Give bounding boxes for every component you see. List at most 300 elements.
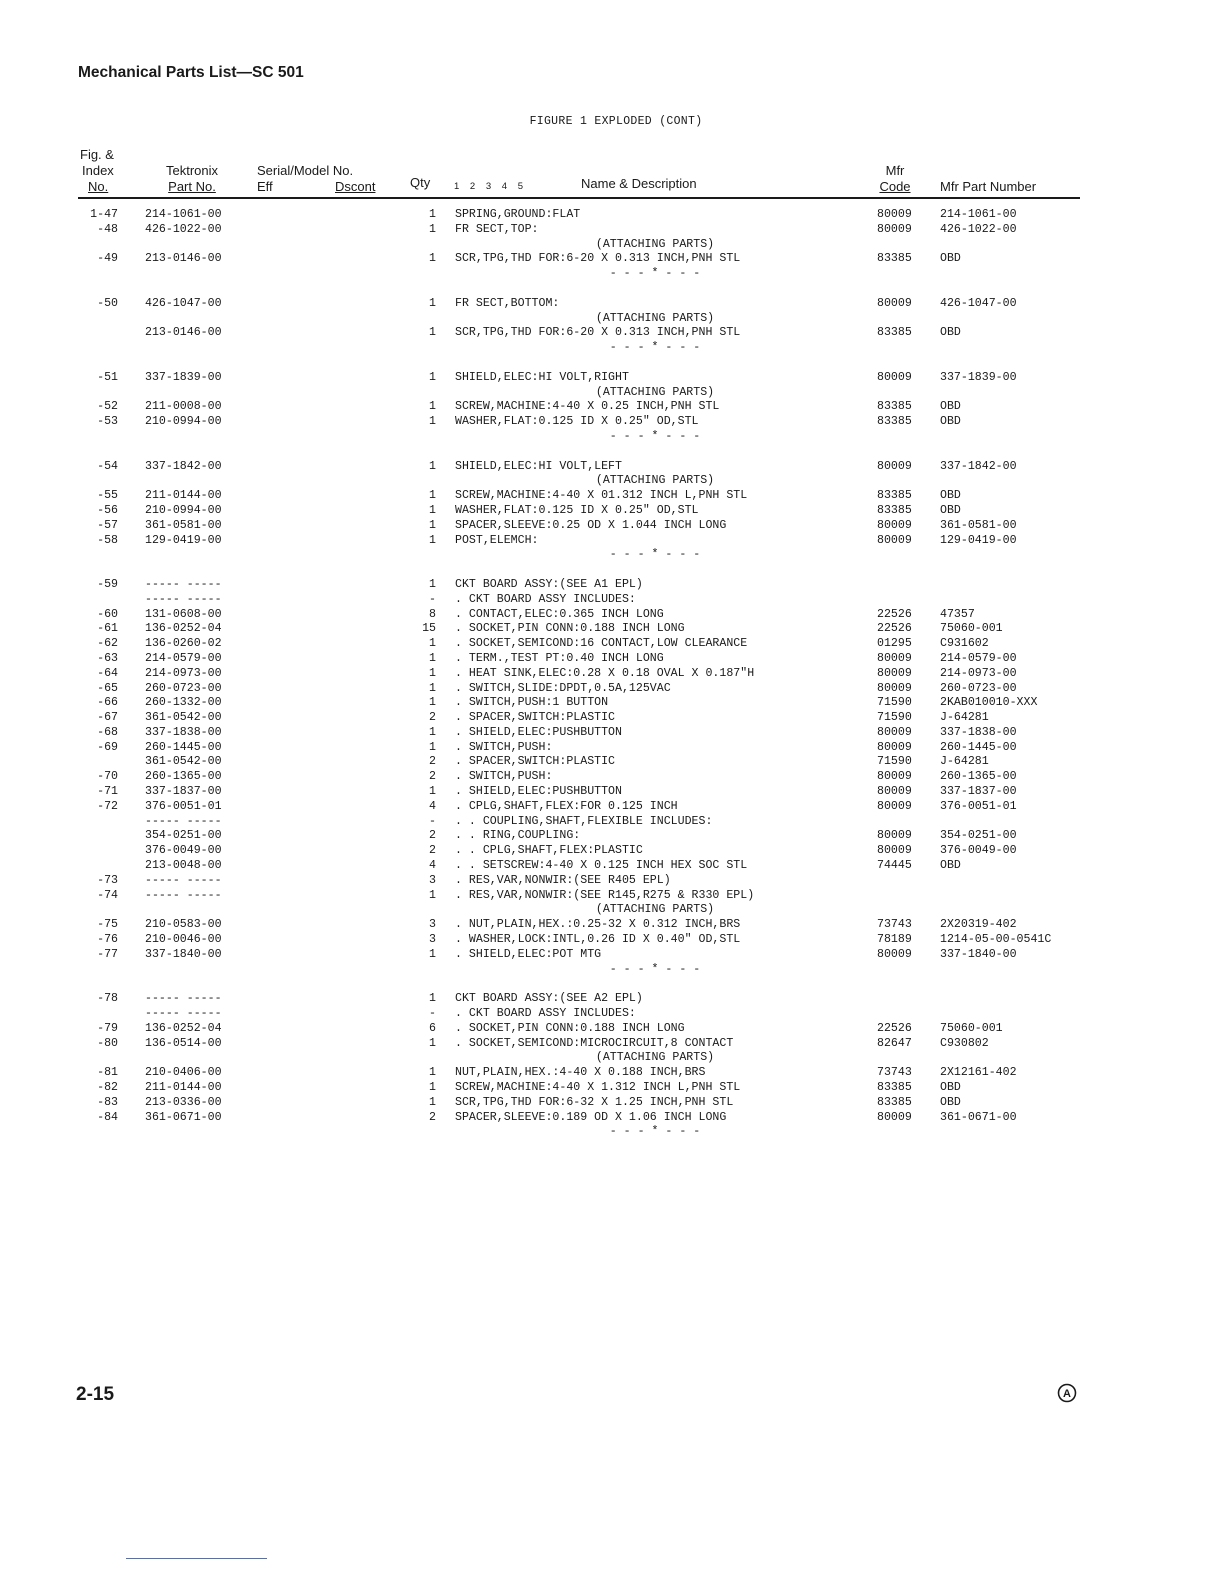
mfr-code-cell: 80009 bbox=[877, 770, 912, 784]
col-head-indent-digits: 1 2 3 4 5 bbox=[454, 181, 527, 192]
tektronix-part-cell: 213-0146-00 bbox=[145, 252, 222, 266]
name-description-cell: . HEAT SINK,ELEC:0.28 X 0.18 OVAL X 0.187"H bbox=[455, 666, 755, 680]
tektronix-part-cell: 210-0583-00 bbox=[145, 918, 222, 932]
fig-index-cell: -76 bbox=[97, 933, 118, 947]
mfr-code-cell: 22526 bbox=[877, 622, 912, 636]
tektronix-part-cell: 354-0251-00 bbox=[145, 829, 222, 843]
separator-text: - - - * - - - bbox=[609, 267, 701, 281]
mfr-code-cell: 78189 bbox=[877, 933, 912, 947]
table-row bbox=[0, 829, 1224, 844]
name-description-cell: SPACER,SLEEVE:0.189 OD X 1.06 INCH LONG bbox=[455, 1110, 727, 1124]
table-row bbox=[0, 415, 1224, 430]
mfr-part-number-cell: 214-0973-00 bbox=[940, 666, 1017, 680]
table-row bbox=[0, 504, 1224, 519]
separator-text: (ATTACHING PARTS) bbox=[595, 474, 715, 488]
tektronix-part-cell: ----- ----- bbox=[145, 1007, 222, 1021]
fig-index-cell: -66 bbox=[97, 696, 118, 710]
mfr-part-number-cell: 47357 bbox=[940, 607, 975, 621]
name-description-cell: . SWITCH,SLIDE:DPDT,0.5A,125VAC bbox=[455, 681, 671, 695]
col-head-tek-line2: Part No. bbox=[168, 179, 216, 194]
tektronix-part-cell: ----- ----- bbox=[145, 592, 222, 606]
fig-index-cell: -72 bbox=[97, 799, 118, 813]
fig-index-cell: -75 bbox=[97, 918, 118, 932]
tektronix-part-cell: 129-0419-00 bbox=[145, 533, 222, 547]
table-row bbox=[0, 519, 1224, 534]
mfr-code-cell: 22526 bbox=[877, 1021, 912, 1035]
table-row bbox=[0, 785, 1224, 800]
qty-cell: 2 bbox=[429, 770, 436, 784]
col-head-name-description: Name & Description bbox=[581, 176, 697, 191]
mfr-part-number-cell: 337-1839-00 bbox=[940, 370, 1017, 384]
table-row bbox=[0, 593, 1224, 608]
fig-index-cell: -63 bbox=[97, 651, 118, 665]
fig-index-cell: -71 bbox=[97, 785, 118, 799]
table-separator-row bbox=[0, 341, 1224, 356]
separator-text: (ATTACHING PARTS) bbox=[595, 311, 715, 325]
fig-index-cell: -74 bbox=[97, 888, 118, 902]
name-description-cell: . RES,VAR,NONWIR:(SEE R405 EPL) bbox=[455, 873, 671, 887]
mfr-code-cell: 80009 bbox=[877, 725, 912, 739]
qty-cell: 1 bbox=[429, 370, 436, 384]
name-description-cell: POST,ELEMCH: bbox=[455, 533, 539, 547]
tektronix-part-cell: 361-0542-00 bbox=[145, 711, 222, 725]
qty-cell: 4 bbox=[429, 799, 436, 813]
table-row bbox=[0, 696, 1224, 711]
table-row bbox=[0, 667, 1224, 682]
page-header-title: Mechanical Parts List—SC 501 bbox=[78, 64, 304, 81]
qty-cell: 1 bbox=[429, 725, 436, 739]
mfr-part-number-cell: 376-0051-01 bbox=[940, 799, 1017, 813]
mfr-code-cell: 80009 bbox=[877, 370, 912, 384]
name-description-cell: SCREW,MACHINE:4-40 X 0.25 INCH,PNH STL bbox=[455, 400, 720, 414]
mfr-code-cell: 80009 bbox=[877, 799, 912, 813]
table-separator-row bbox=[0, 548, 1224, 563]
fig-index-cell: -73 bbox=[97, 873, 118, 887]
table-separator-row bbox=[0, 474, 1224, 489]
mfr-part-number-cell: 337-1842-00 bbox=[940, 459, 1017, 473]
qty-cell: 1 bbox=[429, 489, 436, 503]
fig-index-cell: -57 bbox=[97, 518, 118, 532]
name-description-cell: . . CPLG,SHAFT,FLEX:PLASTIC bbox=[455, 844, 643, 858]
tektronix-part-cell: 361-0581-00 bbox=[145, 518, 222, 532]
mfr-code-cell: 80009 bbox=[877, 296, 912, 310]
qty-cell: 3 bbox=[429, 933, 436, 947]
qty-cell: 15 bbox=[422, 622, 436, 636]
mfr-part-number-cell: OBD bbox=[940, 489, 961, 503]
table-separator-row bbox=[0, 903, 1224, 918]
fig-index-cell: 1-47 bbox=[90, 208, 118, 221]
tektronix-part-cell: 376-0049-00 bbox=[145, 844, 222, 858]
tektronix-part-cell: 211-0144-00 bbox=[145, 1081, 222, 1095]
qty-cell: 1 bbox=[429, 296, 436, 310]
fig-index-cell: -70 bbox=[97, 770, 118, 784]
table-row bbox=[0, 992, 1224, 1007]
tektronix-part-cell: 376-0051-01 bbox=[145, 799, 222, 813]
qty-cell: 1 bbox=[429, 326, 436, 340]
tektronix-part-cell: 337-1837-00 bbox=[145, 785, 222, 799]
qty-cell: 4 bbox=[429, 859, 436, 873]
fig-index-cell: -54 bbox=[97, 459, 118, 473]
name-description-cell: CKT BOARD ASSY:(SEE A1 EPL) bbox=[455, 577, 643, 591]
name-description-cell: . SOCKET,PIN CONN:0.188 INCH LONG bbox=[455, 1021, 685, 1035]
qty-cell: 8 bbox=[429, 607, 436, 621]
qty-cell: - bbox=[429, 592, 436, 606]
tektronix-part-cell: ----- ----- bbox=[145, 888, 222, 902]
mfr-code-cell: 80009 bbox=[877, 222, 912, 236]
qty-cell: 1 bbox=[429, 252, 436, 266]
qty-cell: 2 bbox=[429, 829, 436, 843]
name-description-cell: SPACER,SLEEVE:0.25 OD X 1.044 INCH LONG bbox=[455, 518, 727, 532]
separator-text: - - - * - - - bbox=[609, 548, 701, 562]
mfr-code-cell: 80009 bbox=[877, 651, 912, 665]
qty-cell: 2 bbox=[429, 844, 436, 858]
mfr-part-number-cell: 260-1445-00 bbox=[940, 740, 1017, 754]
qty-cell: 1 bbox=[429, 222, 436, 236]
mfr-part-number-cell: 2KAB010010-XXX bbox=[940, 696, 1038, 710]
name-description-cell: SCR,TPG,THD FOR:6-20 X 0.313 INCH,PNH STL bbox=[455, 326, 741, 340]
mfr-part-number-cell: 337-1837-00 bbox=[940, 785, 1017, 799]
name-description-cell: WASHER,FLAT:0.125 ID X 0.25" OD,STL bbox=[455, 415, 699, 429]
mfr-code-cell: 71590 bbox=[877, 755, 912, 769]
tektronix-part-cell: 337-1839-00 bbox=[145, 370, 222, 384]
fig-index-cell: -67 bbox=[97, 711, 118, 725]
tektronix-part-cell: 211-0144-00 bbox=[145, 489, 222, 503]
qty-cell: 1 bbox=[429, 208, 436, 221]
name-description-cell: NUT,PLAIN,HEX.:4-40 X 0.188 INCH,BRS bbox=[455, 1066, 706, 1080]
table-row bbox=[0, 874, 1224, 889]
mfr-code-cell: 83385 bbox=[877, 503, 912, 517]
tektronix-part-cell: 210-0994-00 bbox=[145, 415, 222, 429]
col-head-serial-title: Serial/Model No. bbox=[257, 163, 354, 178]
col-head-fig-line3: No. bbox=[88, 179, 109, 194]
mfr-part-number-cell: 354-0251-00 bbox=[940, 829, 1017, 843]
tektronix-part-cell: 337-1838-00 bbox=[145, 725, 222, 739]
tektronix-part-cell: 214-0973-00 bbox=[145, 666, 222, 680]
name-description-cell: SCR,TPG,THD FOR:6-20 X 0.313 INCH,PNH STL bbox=[455, 252, 741, 266]
qty-cell: 1 bbox=[429, 681, 436, 695]
table-row bbox=[0, 534, 1224, 549]
fig-index-cell: -79 bbox=[97, 1021, 118, 1035]
tektronix-part-cell: 136-0252-04 bbox=[145, 622, 222, 636]
mfr-part-number-cell: 1214-05-00-0541C bbox=[940, 933, 1052, 947]
table-row bbox=[0, 815, 1224, 830]
tektronix-part-cell: 210-0994-00 bbox=[145, 503, 222, 517]
name-description-cell: . TERM.,TEST PT:0.40 INCH LONG bbox=[455, 651, 664, 665]
revision-a-letter: A bbox=[1063, 1388, 1071, 1400]
table-row bbox=[0, 252, 1224, 267]
col-head-tektronix-part bbox=[150, 163, 234, 195]
qty-cell: 1 bbox=[429, 651, 436, 665]
fig-index-cell: -80 bbox=[97, 1036, 118, 1050]
mfr-part-number-cell: 129-0419-00 bbox=[940, 533, 1017, 547]
fig-index-cell: -55 bbox=[97, 489, 118, 503]
col-head-tek-line1: Tektronix bbox=[165, 163, 219, 178]
col-head-fig-line2: Index bbox=[82, 163, 114, 178]
name-description-cell: . SHIELD,ELEC:PUSHBUTTON bbox=[455, 725, 622, 739]
name-description-cell: SHIELD,ELEC:HI VOLT,LEFT bbox=[455, 459, 622, 473]
mfr-code-cell: 80009 bbox=[877, 681, 912, 695]
mfr-part-number-cell: 260-1365-00 bbox=[940, 770, 1017, 784]
table-row bbox=[0, 1096, 1224, 1111]
mfr-part-number-cell: OBD bbox=[940, 252, 961, 266]
fig-index-cell: -77 bbox=[97, 947, 118, 961]
name-description-cell: . SHIELD,ELEC:PUSHBUTTON bbox=[455, 785, 622, 799]
qty-cell: 1 bbox=[429, 666, 436, 680]
table-row bbox=[0, 755, 1224, 770]
mfr-part-number-cell: 214-0579-00 bbox=[940, 651, 1017, 665]
table-row bbox=[0, 1111, 1224, 1126]
mfr-part-number-cell: 260-0723-00 bbox=[940, 681, 1017, 695]
tektronix-part-cell: 337-1842-00 bbox=[145, 459, 222, 473]
tektronix-part-cell: 426-1047-00 bbox=[145, 296, 222, 310]
mfr-part-number-cell: OBD bbox=[940, 503, 961, 517]
qty-cell: 6 bbox=[429, 1021, 436, 1035]
mfr-part-number-cell: 2X20319-402 bbox=[940, 918, 1017, 932]
fig-index-cell: -50 bbox=[97, 296, 118, 310]
qty-cell: - bbox=[429, 1007, 436, 1021]
qty-cell: 1 bbox=[429, 1081, 436, 1095]
tektronix-part-cell: ----- ----- bbox=[145, 577, 222, 591]
tektronix-part-cell: 260-0723-00 bbox=[145, 681, 222, 695]
table-row bbox=[0, 859, 1224, 874]
name-description-cell: . SWITCH,PUSH:1 BUTTON bbox=[455, 696, 609, 710]
name-description-cell: . SOCKET,SEMICOND:16 CONTACT,LOW CLEARANCE bbox=[455, 637, 748, 651]
col-head-mfr-part-number: Mfr Part Number bbox=[940, 179, 1037, 194]
name-description-cell: . SOCKET,SEMICOND:MICROCIRCUIT,8 CONTACT bbox=[455, 1036, 734, 1050]
qty-cell: 1 bbox=[429, 1036, 436, 1050]
tektronix-part-cell: 214-0579-00 bbox=[145, 651, 222, 665]
tektronix-part-cell: 214-1061-00 bbox=[145, 208, 222, 221]
col-head-serial-dscont: Dscont bbox=[335, 179, 376, 194]
qty-cell: - bbox=[429, 814, 436, 828]
qty-cell: 1 bbox=[429, 1095, 436, 1109]
name-description-cell: WASHER,FLAT:0.125 ID X 0.25" OD,STL bbox=[455, 503, 699, 517]
qty-cell: 1 bbox=[429, 785, 436, 799]
qty-cell: 3 bbox=[429, 873, 436, 887]
separator-text: - - - * - - - bbox=[609, 429, 701, 443]
separator-text: (ATTACHING PARTS) bbox=[595, 1051, 715, 1065]
name-description-cell: . SOCKET,PIN CONN:0.188 INCH LONG bbox=[455, 622, 685, 636]
tektronix-part-cell: 260-1445-00 bbox=[145, 740, 222, 754]
mfr-code-cell: 01295 bbox=[877, 637, 912, 651]
col-head-fig-line1: Fig. & bbox=[80, 147, 114, 162]
fig-index-cell: -49 bbox=[97, 252, 118, 266]
qty-cell: 2 bbox=[429, 755, 436, 769]
table-row bbox=[0, 1066, 1224, 1081]
tektronix-part-cell: 210-0046-00 bbox=[145, 933, 222, 947]
mfr-code-cell: 80009 bbox=[877, 459, 912, 473]
name-description-cell: . CKT BOARD ASSY INCLUDES: bbox=[455, 592, 636, 606]
table-row bbox=[0, 223, 1224, 238]
name-description-cell: FR SECT,TOP: bbox=[455, 222, 539, 236]
table-row bbox=[0, 489, 1224, 504]
table-row bbox=[0, 297, 1224, 312]
separator-text: - - - * - - - bbox=[609, 341, 701, 355]
table-row bbox=[0, 578, 1224, 593]
qty-cell: 1 bbox=[429, 518, 436, 532]
tektronix-part-cell: 213-0336-00 bbox=[145, 1095, 222, 1109]
qty-cell: 1 bbox=[429, 947, 436, 961]
mfr-code-cell: 83385 bbox=[877, 252, 912, 266]
mfr-part-number-cell: 361-0581-00 bbox=[940, 518, 1017, 532]
mfr-part-number-cell: 75060-001 bbox=[940, 622, 1003, 636]
table-row bbox=[0, 726, 1224, 741]
mfr-code-cell: 83385 bbox=[877, 1081, 912, 1095]
table-row bbox=[0, 637, 1224, 652]
name-description-cell: . SHIELD,ELEC:POT MTG bbox=[455, 947, 602, 961]
parts-table-body bbox=[0, 208, 1224, 1140]
header-rule bbox=[78, 197, 1080, 199]
tektronix-part-cell: 213-0048-00 bbox=[145, 859, 222, 873]
qty-cell: 1 bbox=[429, 503, 436, 517]
name-description-cell: SHIELD,ELEC:HI VOLT,RIGHT bbox=[455, 370, 629, 384]
qty-cell: 1 bbox=[429, 992, 436, 1006]
fig-index-cell: -58 bbox=[97, 533, 118, 547]
fig-index-cell: -59 bbox=[97, 577, 118, 591]
table-row bbox=[0, 622, 1224, 637]
tektronix-part-cell: 136-0514-00 bbox=[145, 1036, 222, 1050]
mfr-part-number-cell: OBD bbox=[940, 415, 961, 429]
mfr-code-cell: 73743 bbox=[877, 918, 912, 932]
table-row bbox=[0, 800, 1224, 815]
page-number: 2-15 bbox=[76, 1384, 115, 1405]
mfr-code-cell: 80009 bbox=[877, 666, 912, 680]
name-description-cell: SCR,TPG,THD FOR:6-32 X 1.25 INCH,PNH STL bbox=[455, 1095, 734, 1109]
revision-a-icon bbox=[1057, 1383, 1077, 1403]
mfr-code-cell: 80009 bbox=[877, 533, 912, 547]
mfr-part-number-cell: 426-1022-00 bbox=[940, 222, 1017, 236]
mfr-code-cell: 80009 bbox=[877, 844, 912, 858]
col-head-qty: Qty bbox=[410, 175, 431, 190]
mfr-code-cell: 83385 bbox=[877, 400, 912, 414]
name-description-cell: . CPLG,SHAFT,FLEX:FOR 0.125 INCH bbox=[455, 799, 678, 813]
table-row bbox=[0, 400, 1224, 415]
table-row bbox=[0, 1081, 1224, 1096]
mfr-part-number-cell: C930802 bbox=[940, 1036, 989, 1050]
mfr-code-cell: 80009 bbox=[877, 829, 912, 843]
figure-title: FIGURE 1 EXPLODED (CONT) bbox=[529, 115, 703, 128]
mfr-code-cell: 71590 bbox=[877, 696, 912, 710]
mfr-part-number-cell: 337-1838-00 bbox=[940, 725, 1017, 739]
col-head-mfr-line2: Code bbox=[879, 179, 911, 194]
table-separator-row bbox=[0, 1125, 1224, 1140]
table-separator-row bbox=[0, 386, 1224, 401]
mfr-code-cell: 80009 bbox=[877, 518, 912, 532]
table-row bbox=[0, 326, 1224, 341]
table-row bbox=[0, 608, 1224, 623]
qty-cell: 2 bbox=[429, 1110, 436, 1124]
table-row bbox=[0, 948, 1224, 963]
qty-cell: 1 bbox=[429, 740, 436, 754]
separator-text: - - - * - - - bbox=[609, 962, 701, 976]
table-row bbox=[0, 933, 1224, 948]
mfr-code-cell: 83385 bbox=[877, 1095, 912, 1109]
separator-text: - - - * - - - bbox=[609, 1125, 701, 1139]
table-separator-row bbox=[0, 1051, 1224, 1066]
mfr-part-number-cell: OBD bbox=[940, 1095, 961, 1109]
tektronix-part-cell: 131-0608-00 bbox=[145, 607, 222, 621]
tektronix-part-cell: 337-1840-00 bbox=[145, 947, 222, 961]
mfr-code-cell: 80009 bbox=[877, 208, 912, 221]
tektronix-part-cell: 361-0542-00 bbox=[145, 755, 222, 769]
tektronix-part-cell: 136-0260-02 bbox=[145, 637, 222, 651]
col-head-mfr-code bbox=[874, 163, 916, 195]
fig-index-cell: -62 bbox=[97, 637, 118, 651]
mfr-code-cell: 22526 bbox=[877, 607, 912, 621]
tektronix-part-cell: 213-0146-00 bbox=[145, 326, 222, 340]
mfr-part-number-cell: 426-1047-00 bbox=[940, 296, 1017, 310]
table-row bbox=[0, 918, 1224, 933]
name-description-cell: . . RING,COUPLING: bbox=[455, 829, 581, 843]
table-row bbox=[0, 371, 1224, 386]
name-description-cell: . CKT BOARD ASSY INCLUDES: bbox=[455, 1007, 636, 1021]
tektronix-part-cell: ----- ----- bbox=[145, 873, 222, 887]
qty-cell: 2 bbox=[429, 711, 436, 725]
mfr-code-cell: 82647 bbox=[877, 1036, 912, 1050]
table-separator-row bbox=[0, 963, 1224, 978]
fig-index-cell: -52 bbox=[97, 400, 118, 414]
table-row bbox=[0, 741, 1224, 756]
name-description-cell: . . COUPLING,SHAFT,FLEXIBLE INCLUDES: bbox=[455, 814, 713, 828]
mfr-part-number-cell: C931602 bbox=[940, 637, 989, 651]
mfr-part-number-cell: J-64281 bbox=[940, 711, 989, 725]
mfr-code-cell: 71590 bbox=[877, 711, 912, 725]
table-row bbox=[0, 1037, 1224, 1052]
name-description-cell: SCREW,MACHINE:4-40 X 01.312 INCH L,PNH STL bbox=[455, 489, 748, 503]
table-row bbox=[0, 844, 1224, 859]
tektronix-part-cell: 260-1365-00 bbox=[145, 770, 222, 784]
tektronix-part-cell: 361-0671-00 bbox=[145, 1110, 222, 1124]
name-description-cell: . SWITCH,PUSH: bbox=[455, 740, 553, 754]
fig-index-cell: -84 bbox=[97, 1110, 118, 1124]
qty-cell: 1 bbox=[429, 888, 436, 902]
fig-index-cell: -53 bbox=[97, 415, 118, 429]
mfr-part-number-cell: OBD bbox=[940, 859, 961, 873]
name-description-cell: . . SETSCREW:4-40 X 0.125 INCH HEX SOC STL bbox=[455, 859, 748, 873]
col-head-mfr-line1: Mfr bbox=[885, 163, 905, 178]
fig-index-cell: -65 bbox=[97, 681, 118, 695]
table-row bbox=[0, 711, 1224, 726]
col-head-serial-model bbox=[257, 163, 383, 195]
qty-cell: 3 bbox=[429, 918, 436, 932]
name-description-cell: . SPACER,SWITCH:PLASTIC bbox=[455, 711, 616, 725]
mfr-part-number-cell: OBD bbox=[940, 400, 961, 414]
qty-cell: 1 bbox=[429, 533, 436, 547]
table-separator-row bbox=[0, 267, 1224, 282]
qty-cell: 1 bbox=[429, 415, 436, 429]
fig-index-cell: -61 bbox=[97, 622, 118, 636]
table-row bbox=[0, 682, 1224, 697]
fig-index-cell: -83 bbox=[97, 1095, 118, 1109]
mfr-code-cell: 83385 bbox=[877, 326, 912, 340]
fig-index-cell: -48 bbox=[97, 222, 118, 236]
separator-text: (ATTACHING PARTS) bbox=[595, 903, 715, 917]
tektronix-part-cell: 260-1332-00 bbox=[145, 696, 222, 710]
name-description-cell: SCREW,MACHINE:4-40 X 1.312 INCH L,PNH STL bbox=[455, 1081, 741, 1095]
mfr-part-number-cell: 376-0049-00 bbox=[940, 844, 1017, 858]
fig-index-cell: -69 bbox=[97, 740, 118, 754]
table-row bbox=[0, 1007, 1224, 1022]
tektronix-part-cell: ----- ----- bbox=[145, 992, 222, 1006]
name-description-cell: FR SECT,BOTTOM: bbox=[455, 296, 560, 310]
name-description-cell: . WASHER,LOCK:INTL,0.26 ID X 0.40" OD,STL bbox=[455, 933, 741, 947]
tektronix-part-cell: ----- ----- bbox=[145, 814, 222, 828]
mfr-code-cell: 80009 bbox=[877, 740, 912, 754]
tektronix-part-cell: 210-0406-00 bbox=[145, 1066, 222, 1080]
table-row bbox=[0, 652, 1224, 667]
bottom-rule bbox=[126, 1558, 267, 1559]
mfr-part-number-cell: 214-1061-00 bbox=[940, 208, 1017, 221]
